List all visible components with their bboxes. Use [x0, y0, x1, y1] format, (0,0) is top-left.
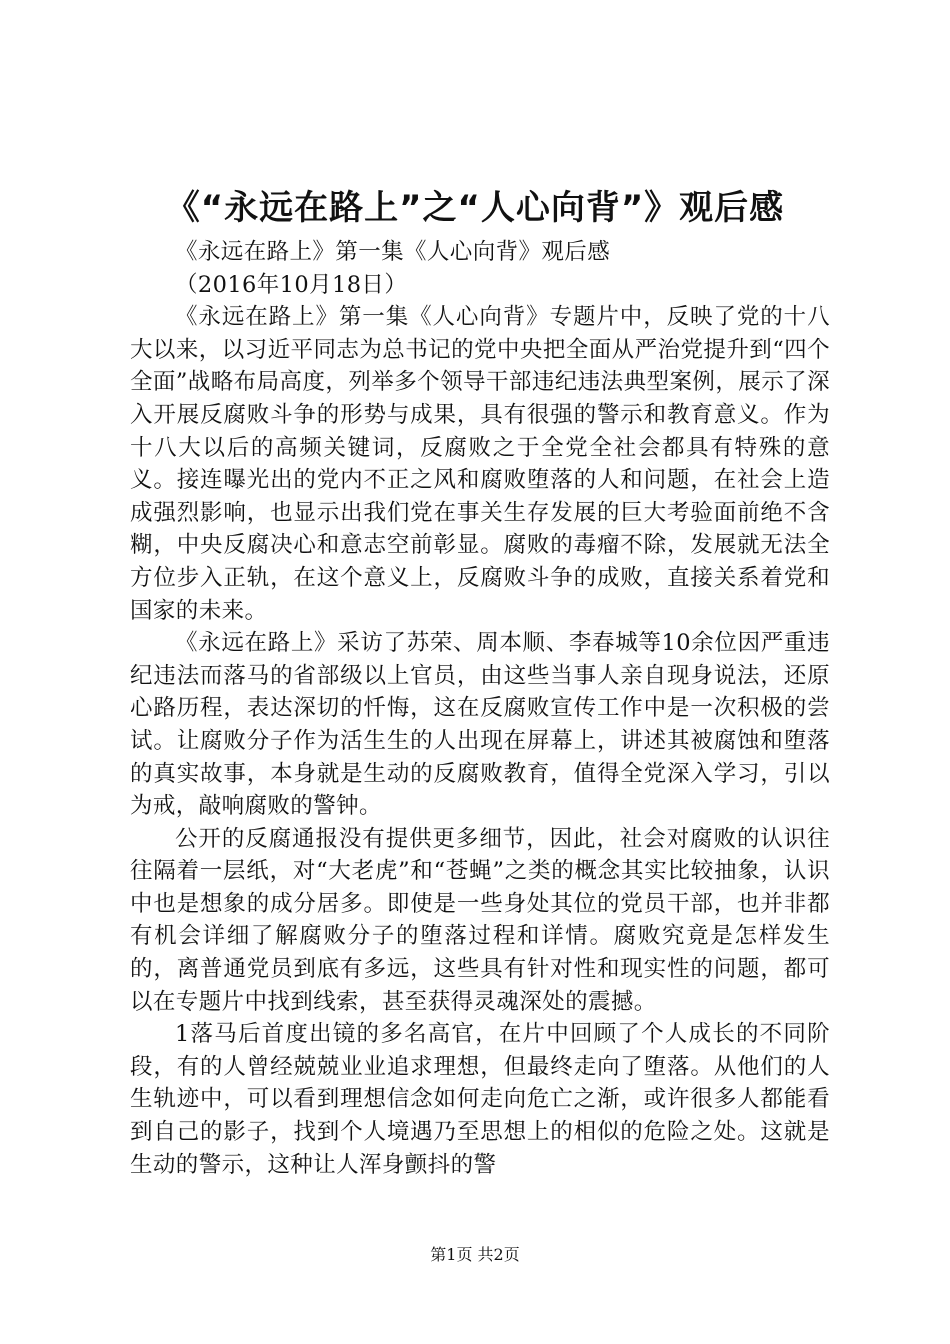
- paragraph: 《永远在路上》第一集《人心向背》专题片中，反映了党的十八大以来，以习近平同志为总书记的党中央把全面从严治党提升到“四个全面”战略布局高度，列举多个领导干部违纪违法典型案例，展示了深入开展反腐败斗争的形势与成果，具有很强的警示和教育意义。作为十八大以后的高频关键词，反腐败之于全党全社会都具有特殊的意义。接连曝光出的党内不正之风和腐败堕落的人和问题，在社会上造成强烈影响，也显示出我们党在事关生存发展的巨大考验面前绝不含糊，中央反腐决心和意志空前彰显。腐败的毒瘤不除，发展就无法全方位步入正轨，在这个意义上，反腐败斗争的成败，直接关系着党和国家的未来。: [130, 304, 830, 624]
- page-footer: 第1页 共2页: [430, 1245, 520, 1264]
- subtitle-line: 《永远在路上》第一集《人心向背》观后感: [175, 239, 611, 265]
- paragraph: 《永远在路上》采访了苏荣、周本顺、李春城等10余位因严重违纪违法而落马的省部级以上官员，由这些当事人亲自现身说法，还原心路历程，表达深切的忏悔，这在反腐败宣传工作中是一次积极的尝试。让腐败分子作为活生生的人出现在屏幕上，讲述其被腐蚀和堕落的真实故事，本身就是生动的反腐败教育，值得全党深入学习，引以为戒，敲响腐败的警钟。: [130, 630, 830, 820]
- paragraph: 公开的反腐通报没有提供更多细节，因此，社会对腐败的认识往往隔着一层纸，对“大老虎”和“苍蝇”之类的概念其实比较抽象，认识中也是想象的成分居多。即使是一些身处其位的党员干部，也并非都有机会详细了解腐败分子的堕落过程和详情。腐败究竟是怎样发生的，离普通党员到底有多远，这些具有针对性和现实性的问题，都可以在专题片中找到线索，甚至获得灵魂深处的震撼。: [130, 825, 830, 1015]
- paragraph: 1落马后首度出镜的多名高官，在片中回顾了个人成长的不同阶段，有的人曾经兢兢业业追求理想，但最终走向了堕落。从他们的人生轨迹中，可以看到理想信念如何走向危亡之渐，或许很多人都能看到自己的影子，找到个人境遇乃至思想上的相似的危险之处。这就是生动的警示，这种让人浑身颤抖的警: [130, 1021, 830, 1178]
- document-body: [130, 236, 830, 1181]
- document-title: 《“永远在路上”之“人心向背”》观后感: [165, 188, 785, 228]
- date-line: （2016年10月18日）: [175, 271, 408, 298]
